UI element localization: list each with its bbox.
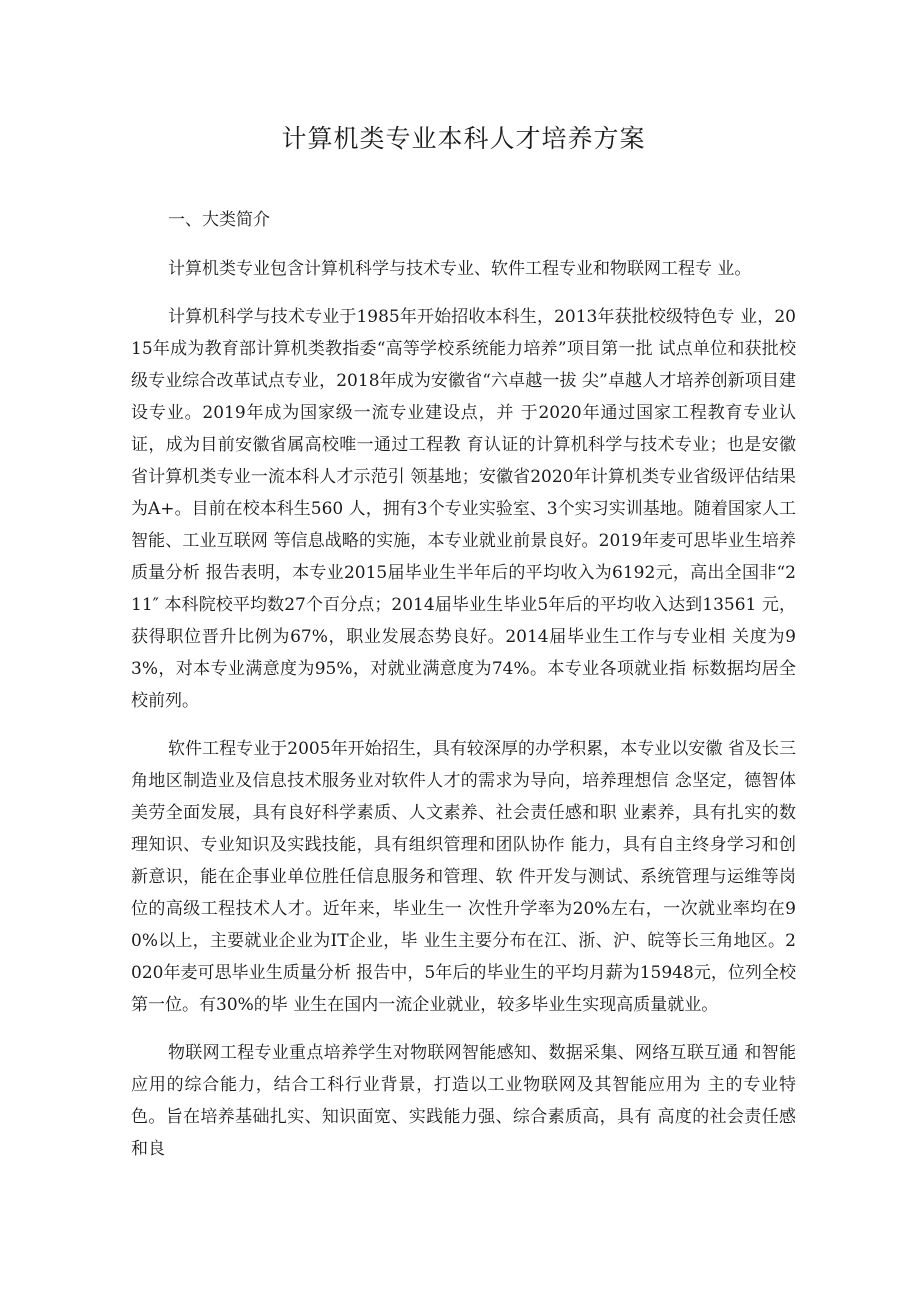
paragraph-overview: 计算机类专业包含计算机科学与技术专业、软件工程专业和物联网工程专 业。	[168, 259, 752, 279]
paragraph-software-engineering: 软件工程专业于2005年开始招生，具有较深厚的办学积累，本专业以安徽 省及长三角地区制造业及信息技术服务业对软件人才的需求为导向，培养理想信 念坚定，德智体美劳全面发展，具有良好科学素质、人文素养、社会责任感和职 业素养，具有扎实的数理知识、专业知识及实践技能，具有组织管理和团队协作 能力，具有自主终身学习和创新意识，能在企事业单位胜任信息服务和管理、软 件开发与测试、系统管理与运维等岗位的高级工程技术人才。近年来，毕业生一 次性升学率为20%左右，一次就业率均在90%以上，主要就业企业为IT企业，毕 业生主要分布在江、浙、沪、皖等长三角地区。2020年麦可思毕业生质量分析 报告中，5年后的毕业生的平均月薪为15948元，位列全校第一位。有30%的毕 业生在国内一流企业就业，较多毕业生实现高质量就业。	[131, 739, 796, 1015]
paragraph-computer-science: 计算机科学与技术专业于1985年开始招收本科生，2013年获批校级特色专 业，2015年成为教育部计算机类教指委“高等学校系统能力培养”项目第一批 试点单位和获批校级专业综合改革试点专业，2018年成为安徽省“六卓越一拔 尖”卓越人才培养创新项目建设专业。2019年成为国家级一流专业建设点，并 于2020年通过国家工程教育专业认证，成为目前安徽省属高校唯一通过工程教 育认证的计算机科学与技术专业；也是安徽省计算机类专业一流本科人才示范引 领基地；安徽省2020年计算机类专业省级评估结果为A+。目前在校本科生560 人，拥有3个专业实验室、3个实习实训基地。随着国家人工智能、工业互联网 等信息战略的实施，本专业就业前景良好。2019年麦可思毕业生培养质量分析 报告表明，本专业2015届毕业生半年后的平均收入为6192元，高出全国非“211″ 本科院校平均数27个百分点；2014届毕业生毕业5年后的平均收入达到13561 元，获得职位晋升比例为67%，职业发展态势良好。2014届毕业生工作与专业相 关度为93%，对本专业满意度为95%，对就业满意度为74%。本专业各项就业指 标数据均居全校前列。	[131, 307, 796, 711]
section-heading: 一、大类简介	[168, 210, 270, 230]
paragraph-iot-engineering: 物联网工程专业重点培养学生对物联网智能感知、数据采集、网络互联互通 和智能应用的综合能力，结合工科行业背景，打造以工业物联网及其智能应用为 主的专业特色。旨在培养基础扎实、知识面宽、实践能力强、综合素质高，具有 高度的社会责任感和良	[131, 1043, 796, 1159]
document-title: 计算机类专业本科人才培养方案	[281, 124, 646, 153]
